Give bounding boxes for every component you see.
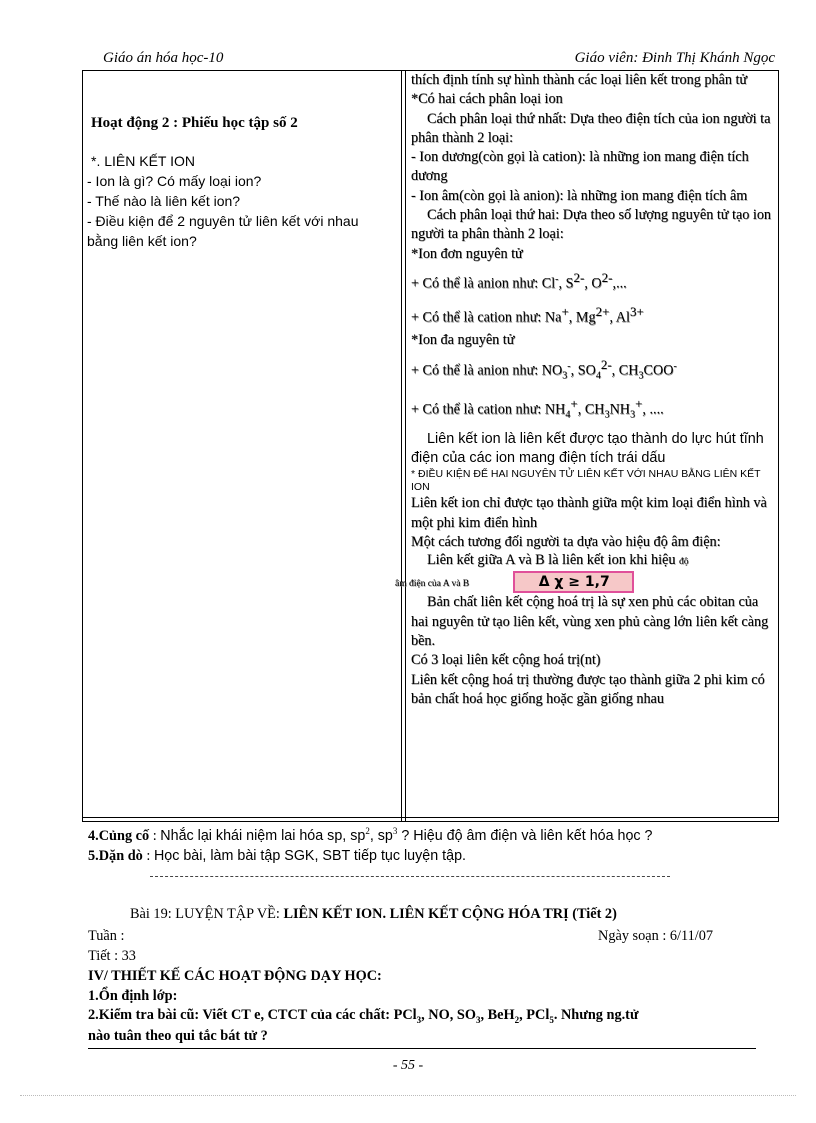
condition-heading: * ĐIỀU KIỆN ĐỂ HAI NGUYÊN TỬ LIÊN KẾT VỚI NHAU BẰNG LIÊN KẾT ION [411,468,761,494]
question-item: - Ion là gì? Có mấy loại ion? [87,173,262,189]
section-heading: IV/ THIẾT KẾ CÁC HOẠT ĐỘNG DẠY HỌC: [88,968,382,984]
poly-anion-examples: + Có thể là anion như: $NO_3^-$, $SO_4^{2-}$, $CH_3COO^-$ [411,356,677,382]
text-para: Cách phân loại thứ hai: Dựa theo số lượng nguyên tử tạo ion người ta phân thành 2 loại: [411,207,772,243]
header-subject: Giáo án hóa học-10 [103,50,224,66]
table-bottom-rule [83,817,778,818]
header-teacher: Giáo viên: Đinh Thị Khánh Ngọc [574,50,775,66]
right-column [395,71,773,709]
electronegativity-rule: Liên kết giữa A và B là liên kết ion khi hiệu độ âm điện của A và B Δ χ ≥ 1,7 [411,552,773,593]
left-column [87,113,387,251]
text-para: - Ion dương(còn gọi là cation): là những ion mang điện tích dương [411,149,749,185]
text-para: *Có hai cách phân loại ion [411,91,563,108]
lesson-title: Bài 19: LUYỆN TẬP VỀ: LIÊN KẾT ION. LIÊN KẾT CỘNG HÓA TRỊ (Tiết 2) [130,906,617,922]
period-line: Tiết : 33 [88,948,136,964]
text-para: - Ion âm(còn gọi là anion): là những ion mang điện tích âm [411,187,748,204]
anion-examples: + Có thể là anion như: Cl-, $S^{2-}$, $O^{2-}$,... [411,269,627,292]
text-para: Liên kết cộng hoá trị thường được tạo thành giữa 2 phi kim có bản chất hoá học giống hoặc gần giống nhau [411,671,765,707]
question-item: - Thế nào là liên kết ion? [87,193,241,209]
footer-rule [88,1048,756,1049]
step-2: 2.Kiểm tra bài cũ: Viết CT e, CTCT của các chất: PCl$_3$, NO, $SO_3$, BeH$_2$, PCl$_5$. Nhưng ng.tử [88,1007,639,1025]
week-line: Tuần : Ngày soạn : 6/11/07 [88,928,714,944]
cation-examples: + Có thể là cation như: Na+, $Mg^{2+}$, $Al^{3+}$ [411,303,644,326]
step-2-cont: nào tuân theo qui tắc bát tử ? [88,1028,268,1044]
column-divider-double [405,71,406,821]
text-para: thích định tính sự hình thành các loại liên kết trong phân tử [411,72,748,88]
text-para: Bản chất liên kết cộng hoá trị là sự xen phủ các obitan của hai nguyên tử tạo liên kết, vùng xen phủ càng lớn liên kết càng bền. [411,594,769,649]
column-divider [401,71,402,821]
consolidation-line: 4.Củng cố : Nhắc lại khái niệm lai hóa sp, $sp^2$, $sp^3$ ? Hiệu độ âm điện và liên kết hóa học ? [88,826,653,844]
delta-chi-formula: Δ χ ≥ 1,7 [513,571,634,593]
activity-heading: Hoạt động 2 : Phiếu học tập số 2 [91,115,298,131]
step-1: 1.Ổn định lớp: [88,988,178,1004]
section-separator [150,876,670,877]
text-para: Liên kết ion chỉ được tạo thành giữa một kim loại điển hình và một phi kim điển hình [411,495,767,531]
text-para: *Ion đa nguyên tử [411,332,515,349]
question-item: - Điều kiện để 2 nguyên tử liên kết với nhau bằng liên kết ion? [87,213,359,249]
text-para: *Ion đơn nguyên tử [411,245,523,262]
page-break [20,1095,796,1096]
page-header [85,50,775,71]
poly-cation-examples: + Có thể là cation như: $NH_4^+$, $CH_3NH_3^+$, .... [411,396,664,421]
text-para: Cách phân loại thứ nhất: Dựa theo điện tích của ion người ta phân thành 2 loại: [411,110,771,146]
ionic-bond-definition: Liên kết ion là liên kết được tạo thành do lực hút tĩnh điện của các ion mang điện tích trái dấu [411,430,764,467]
text-para: Có 3 loại liên kết cộng hoá trị(nt) [411,652,601,669]
activity-table [82,70,779,822]
page-number: - 55 - [392,1058,424,1073]
homework-line: 5.Dặn dò : Học bài, làm bài tập SGK, SBT tiếp tục luyện tập. [88,848,466,864]
text-para: Một cách tương đối người ta dựa vào hiệu độ âm điện: [411,534,721,551]
topic-title: *. LIÊN KẾT ION [91,153,195,169]
